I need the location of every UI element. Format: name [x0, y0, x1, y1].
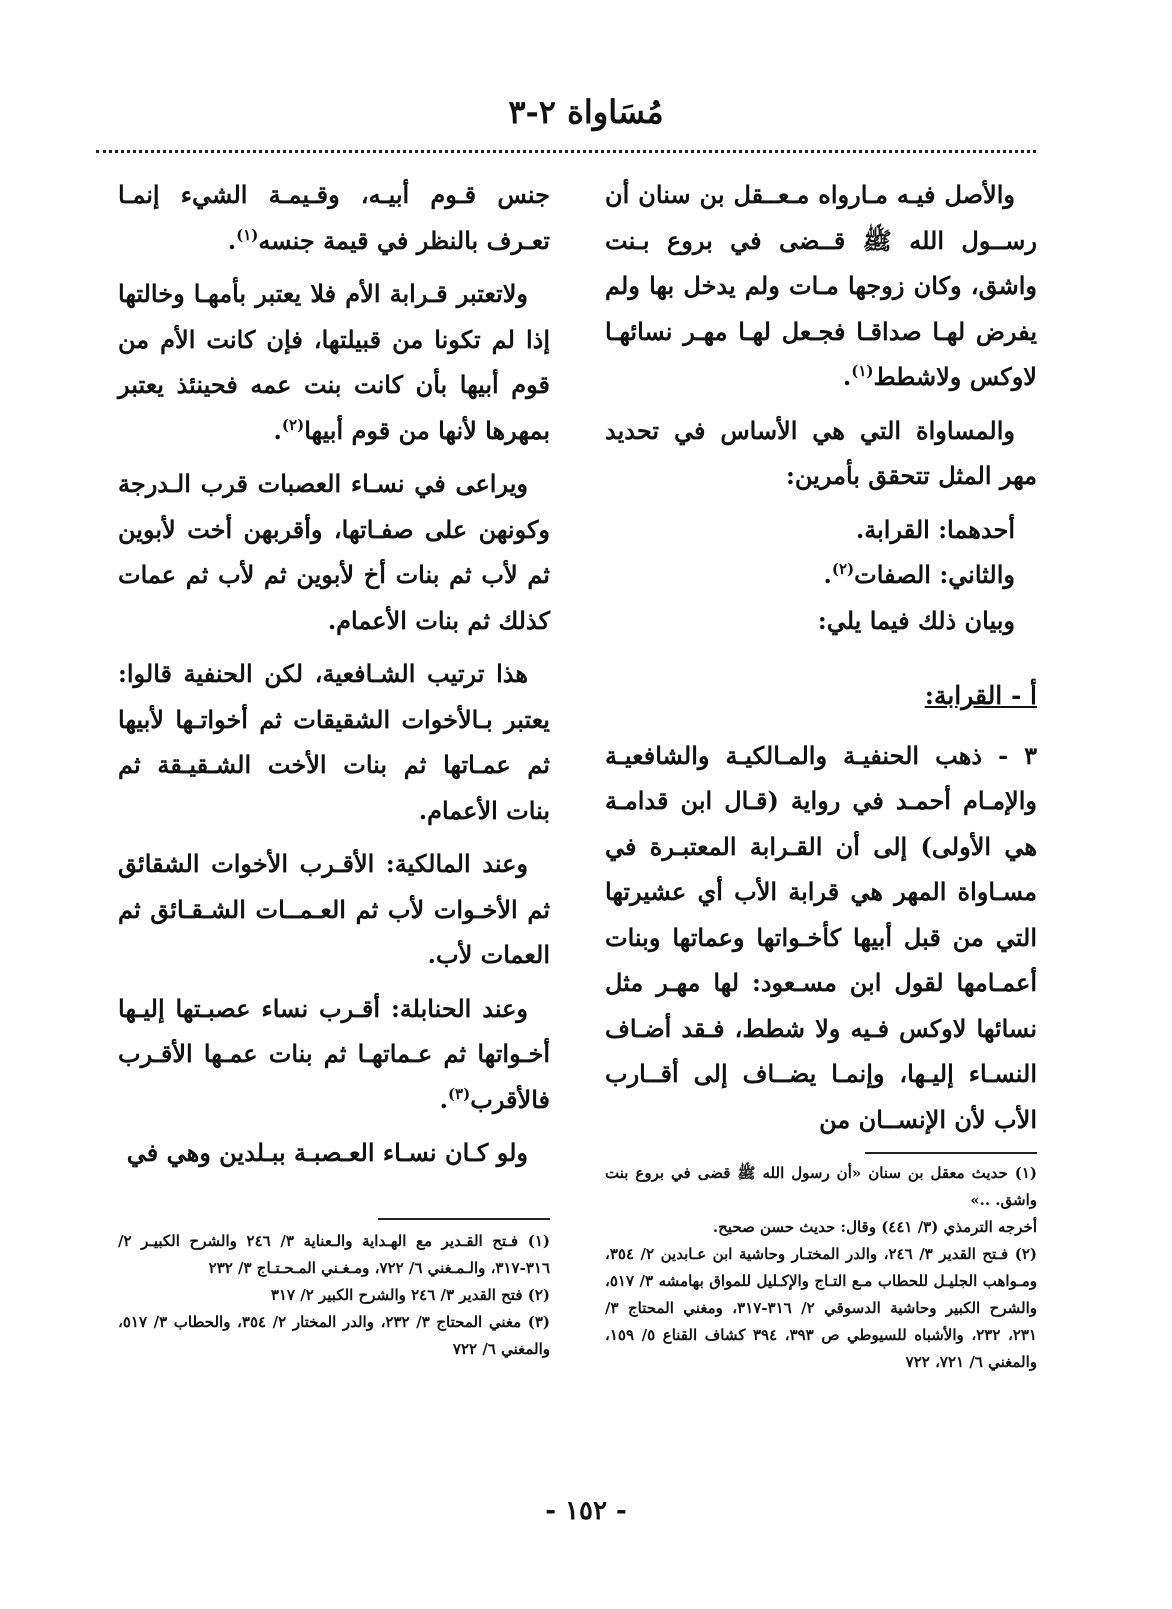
paragraph	[118, 172, 550, 263]
footnote-ref: (٢)	[831, 560, 855, 578]
footnote: (٣) مغني المحتاج ٣/ ٢٣٢، والدر المختار ٢/ ٣٥٤، والحطاب ٣/ ٥١٧، والمغني ٦/ ٧٢٢	[118, 1313, 551, 1358]
punctuation: .	[842, 362, 852, 391]
punctuation: .	[439, 1084, 448, 1114]
footnote: أخرجه الترمذي (٣/ ٤٤١) وقال: حديث حسن صحيح.	[712, 1218, 1037, 1236]
punctuation: .	[227, 225, 237, 255]
footnote-ref: (٣)	[447, 1084, 471, 1103]
footnotes-right	[605, 1160, 1037, 1376]
footnote-ref: (١)	[236, 225, 259, 244]
section-heading: أ - القرابة:	[924, 681, 1037, 710]
paragraph-text: ولاتعتبر قـرابة الأم فلا يعتبر بأمهـا وخالتها إذا لم تكونا من قبيلتها، فإن كانت الأم من قوم أبيها بأن كانت بنت عمه فحينئذ يعتبر بمهرها لأنها من قوم أبيها	[118, 279, 551, 445]
footnote-divider	[865, 1152, 1037, 1154]
paragraph	[118, 271, 550, 453]
list-item	[605, 552, 1037, 598]
list-item: أحدهما: القرابة.	[855, 514, 1015, 544]
paragraph	[118, 986, 550, 1123]
paragraph	[605, 172, 1037, 400]
paragraph: هذا ترتيب الشـافعية، لكن الحنفية قالوا: يعتبر بـالأخوات الشقيقات ثم أخواتـها لأبيها ثم عمـاتها ثم بنات الأخت الشـقيـقة ثم بنات الأعمام.	[118, 659, 550, 825]
paragraph: وعند المالكية: الأقـرب الأخوات الشقائق ثم الأخـوات لأب ثم العـمــات الشـقـائق ثم العمات لأب.	[118, 849, 550, 969]
left-column	[118, 172, 550, 1184]
paragraph: والمساواة التي هي الأساس في تحديد مهر المثل تتحقق بأمرين:	[605, 415, 1037, 490]
footnote-divider	[378, 1218, 550, 1220]
paragraph: ٣ - ذهب الحنفيـة والمـالكيـة والشافعيـة والإمـام أحمـد في رواية (قـال ابن قدامـة هي الأولى) إلى أن القـرابة المعتبـرة في مسـاواة المهر هي قرابة الأب أي عشيرتها التي من قبل أبيها كأخـواتها وعماتها وبنات أعمـامها لقول ابن مسـعود: لها مهـر مثل نسائها لاوكس فـيه ولا شطط، فـقد أضـاف النسـاء إليـها، وإنمـا يضــاف إلى أقــارب الأب لأن الإنســان من	[605, 740, 1037, 1134]
paragraph-text: والثاني: الصفات	[854, 560, 1015, 589]
punctuation: .	[823, 560, 832, 589]
footnote-ref: (٢)	[281, 415, 305, 434]
punctuation: .	[273, 415, 282, 445]
header-dotted-divider	[96, 150, 1036, 153]
paragraph-text: وعند الحنابلة: أقـرب نساء عصبـتها إليـها أخـواتها ثم عـماتهـا ثم بنات عمـها الأقـرب فالأقرب	[118, 993, 550, 1114]
page-number: - ١٥٢ -	[545, 1496, 627, 1526]
paragraph-text: جنس قـوم أبيـه، وقـيمـة الشيء إنمـا تعـرف بالنظر في قيمة جنسه	[118, 180, 550, 255]
footnote: (٢) فـتح القدير ٣/ ٢٤٦، والدر المختـار وحاشية ابن عـابدين ٢/ ٣٥٤، ومـواهب الجليـل للحطاب مـع التـاج والإكـليل للمواق بهامشه ٣/ ٥١٧، والشرح الكبير وحاشية الدسوقي ٢/ ٣١٦-٣١٧، ومغني المحتاج ٣/ ٢٣١، ٢٣٢، والأشباه للسيوطي ص ٣٩٣، ٣٩٤ كشاف القناع ٥/ ١٥٩، والمغني ٦/ ٧٢١، ٧٢٢	[605, 1245, 1037, 1371]
footnote: (٢) فتح القدير ٣/ ٢٤٦ والشرح الكبير ٢/ ٣١٧	[270, 1286, 550, 1304]
footnotes-left	[118, 1228, 550, 1363]
page-header-title: مُسَاواة ٢-٣	[508, 93, 664, 131]
list-item: وبيان ذلك فيما يلي:	[817, 605, 1015, 635]
footnote: (١) فـتح القـدير مع الهـداية والـعناية ٣/ ٢٤٦ والشرح الكبيـر ٢/ ٣١٦-٣١٧، والـمـغني ٦/ ٧٢٢، ومـغـني المـحـتـاج ٣/ ٢٣٢	[118, 1232, 551, 1277]
paragraph-text: والأصل فيـه مـارواه مـعــقل بن سنان أن رســول الله ﷺ قــضى في بروع بـنت واشق، وكان زوجها مـات ولم يدخل بها ولم يفرض لهـا صداقـا فجـعل لهـا مهـر نسائهـا لاوكس ولاشطط	[605, 180, 1037, 391]
footnote-ref: (١)	[851, 362, 874, 380]
right-column	[605, 172, 1037, 1150]
footnote: (١) حديث معقل بن سنان «أن رسول الله ﷺ قضى في بروع بنت واشق. ..»	[605, 1164, 1037, 1209]
paragraph: ولو كـان نسـاء العـصبـة ببـلدين وهي في	[126, 1138, 528, 1167]
paragraph: ويراعى في نسـاء العصبات قرب الـدرجة وكونهن على صفـاتها، وأقربهن أخت لأبوين ثم لأب ثم بنات أخ لأبوين ثم لأب ثم عمات كذلك ثم بنات الأعمام.	[118, 469, 550, 635]
